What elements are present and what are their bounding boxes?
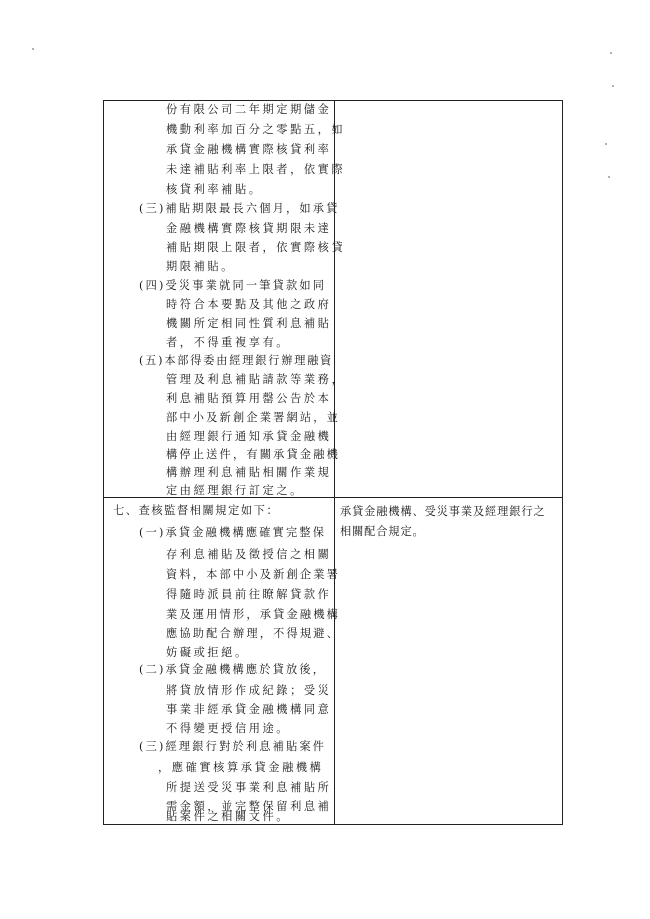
text-line: 所提送受災事業利息補貼所 bbox=[166, 781, 332, 794]
text-line: 時符合本要點及其他之政府 bbox=[166, 298, 332, 311]
section-heading: 七、查核監督相關規定如下： bbox=[113, 504, 280, 517]
text-line: 不得變更授信用途。 bbox=[166, 722, 291, 735]
text-line: 金融機構實際核貸期限未達 bbox=[166, 222, 332, 235]
text-line: 得隨時派員前往瞭解貸款作 bbox=[166, 588, 332, 601]
explanation-text: 承貸金融機構、受災事業及經理銀行之 bbox=[340, 505, 546, 518]
scan-speck bbox=[612, 85, 614, 87]
text-line: 期限補貼。 bbox=[166, 260, 235, 273]
text-line: 需金額，並完整保留利息補 bbox=[166, 800, 332, 813]
text-line: 應協助配合辦理，不得規避、 bbox=[166, 627, 341, 640]
text-line: 業及運用情形，承貸金融機構 bbox=[166, 608, 341, 621]
text-line: 核貸利率補貼。 bbox=[166, 183, 263, 196]
text-line: 利息補貼預算用罄公告於本 bbox=[166, 392, 332, 405]
text-line: 將貸放情形作成紀錄；受災 bbox=[166, 684, 332, 697]
clause-heading-line: (三)補貼期限最長六個月，如承貸 bbox=[139, 202, 340, 215]
clause-heading-line: (五)本部得委由經理銀行辦理融資 bbox=[139, 354, 334, 367]
text-line: 存利息補貼及徵授信之相關 bbox=[166, 548, 332, 561]
text-line: 事業非經承貸金融機構同意 bbox=[166, 703, 332, 716]
scan-speck bbox=[32, 48, 34, 50]
text-line: 妨礙或拒絕。 bbox=[166, 646, 249, 659]
text-line: 定由經理銀行訂定之。 bbox=[166, 484, 304, 497]
text-line: 承貸金融機構實際核貸利率 bbox=[166, 143, 332, 156]
text-line: 構停止送件，有關承貸金融機 bbox=[166, 448, 341, 461]
text-line: 未達補貼利率上限者，依實際 bbox=[166, 163, 346, 176]
text-line: 貼案件之相關文件。 bbox=[166, 810, 291, 823]
text-line: 構辦理利息補貼相關作業規 bbox=[166, 466, 332, 479]
text-line: 資料，本部中小及新創企業署 bbox=[166, 568, 341, 581]
clause-heading-line: (一)承貸金融機構應確實完整保 bbox=[139, 526, 327, 539]
text-line: 部中小及新創企業署網站，並 bbox=[166, 411, 341, 424]
scan-speck bbox=[610, 52, 612, 54]
text-line: 者，不得重複享有。 bbox=[166, 336, 291, 349]
text-line: ，應確實核算承貸金融機構 bbox=[158, 761, 324, 774]
clause-heading-line: (三)經理銀行對於利息補貼案件 bbox=[139, 740, 327, 753]
text-line: 補貼期限上限者，依實際核貸 bbox=[166, 241, 346, 254]
clause-heading-line: (二)承貸金融機構應於貸放後， bbox=[139, 663, 327, 676]
text-line: 管理及利息補貼請款等業務， bbox=[166, 373, 346, 386]
text-line: 機關所定相同性質利息補貼 bbox=[166, 317, 332, 330]
text-line: 機動利率加百分之零點五，如 bbox=[166, 123, 346, 136]
scan-speck bbox=[605, 143, 607, 145]
text-line: 由經理銀行通知承貸金融機 bbox=[166, 430, 332, 443]
explanation-text: 相關配合規定。 bbox=[340, 525, 425, 538]
text-line: 份有限公司二年期定期儲金 bbox=[166, 103, 332, 116]
clause-heading-line: (四)受災事業就同一筆貸款如同 bbox=[139, 279, 327, 292]
scan-speck bbox=[608, 176, 610, 178]
